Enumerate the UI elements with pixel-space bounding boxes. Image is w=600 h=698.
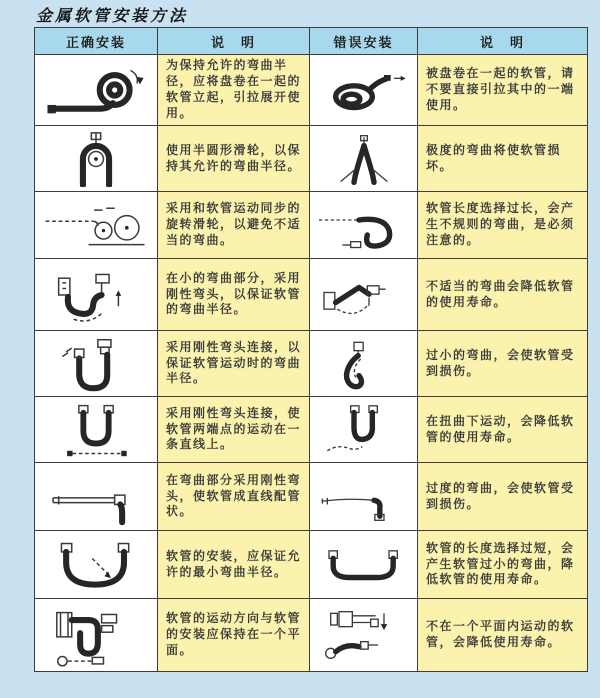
overlong-loop-icon — [314, 197, 414, 253]
installation-table — [34, 27, 588, 672]
correct-illustration-cell — [35, 192, 158, 259]
wrong-description: 过小的弯曲，会使软管受到损伤。 — [418, 331, 588, 397]
straight-piping-elbow-icon — [40, 468, 152, 526]
header-correct-install: 正确安装 — [35, 28, 158, 55]
wrong-illustration-cell — [310, 599, 418, 672]
wrong-illustration-cell — [310, 531, 418, 599]
correct-illustration-cell — [35, 463, 158, 531]
correct-description: 采用刚性弯头连接，以保证软管运动时的弯曲半径。 — [158, 331, 310, 397]
correct-description: 软管的安装，应保证允许的最小弯曲半径。 — [158, 531, 310, 599]
rotating-pulleys-icon — [40, 197, 152, 253]
tight-hook-bend-icon — [314, 336, 414, 392]
wrong-illustration-cell — [310, 397, 418, 463]
correct-description: 在弯曲部分采用刚性弯头，使软管成直线配管状。 — [158, 463, 310, 531]
correct-illustration-cell — [35, 55, 158, 126]
semicircular-pulley-icon — [40, 131, 152, 187]
coiled-hose-unrolled-icon — [40, 61, 152, 119]
correct-illustration-cell — [35, 259, 158, 331]
wrong-description: 软管的长度选择过短，会产生软管过小的弯曲，降低软管的使用寿命。 — [418, 531, 588, 599]
header-correct-description: 说 明 — [158, 28, 310, 55]
out-of-plane-motion-icon — [314, 603, 414, 667]
wrong-illustration-cell — [310, 126, 418, 192]
u-hose-rigid-elbow-icon — [40, 336, 152, 392]
correct-illustration-cell — [35, 397, 158, 463]
minimum-bend-radius-u-icon — [40, 536, 152, 594]
wrong-illustration-cell — [310, 331, 418, 397]
correct-illustration-cell — [35, 599, 158, 672]
wrong-illustration-cell — [310, 55, 418, 126]
wrong-description: 极度的弯曲将使软管损坏。 — [418, 126, 588, 192]
header-wrong-install: 错误安装 — [310, 28, 418, 55]
wrong-illustration-cell — [310, 463, 418, 531]
correct-description: 采用和软管运动同步的旋转滑轮，以避免不适当的弯曲。 — [158, 192, 310, 259]
correct-illustration-cell — [35, 331, 158, 397]
one-plane-installation-icon — [40, 603, 152, 667]
improper-sharp-bend-icon — [314, 266, 414, 324]
correct-description: 在小的弯曲部分，采用刚性弯头，以保证软管的弯曲半径。 — [158, 259, 310, 331]
twisted-u-hose-icon — [314, 402, 414, 458]
wrong-description: 过度的弯曲，会使软管受到损伤。 — [418, 463, 588, 531]
excessive-end-bend-icon — [314, 468, 414, 526]
wrong-description: 不适当的弯曲会降低软管的使用寿命。 — [418, 259, 588, 331]
pinched-bend-icon — [314, 131, 414, 187]
correct-illustration-cell — [35, 126, 158, 192]
u-hose-straight-line-motion-icon — [40, 402, 152, 458]
wrong-description: 在扭曲下运动，会降低软管的使用寿命。 — [418, 397, 588, 463]
rigid-elbow-small-bend-icon — [40, 265, 152, 325]
wrong-illustration-cell — [310, 192, 418, 259]
coiled-hose-pulled-icon — [314, 61, 414, 119]
correct-description: 为保持允许的弯曲半径，应将盘卷在一起的软管立起，引拉展开使用。 — [158, 55, 310, 126]
page-title: 金属软管安装方法 — [36, 6, 189, 25]
wrong-description: 被盘卷在一起的软管，请不要直接引拉其中的一端使用。 — [418, 55, 588, 126]
wrong-description: 不在一个平面内运动的软管，会降低使用寿命。 — [418, 599, 588, 672]
header-wrong-description: 说 明 — [418, 28, 588, 55]
correct-description: 使用半圆形滑轮，以保持其允许的弯曲半径。 — [158, 126, 310, 192]
wrong-illustration-cell — [310, 259, 418, 331]
correct-description: 采用刚性弯头连接，使软管两端点的运动在一条直线上。 — [158, 397, 310, 463]
correct-illustration-cell — [35, 531, 158, 599]
too-short-shallow-u-icon — [314, 536, 414, 594]
wrong-description: 软管长度选择过长，会产生不规则的弯曲，是必须注意的。 — [418, 192, 588, 259]
correct-description: 软管的运动方向与软管的安装应保持在一个平面。 — [158, 599, 310, 672]
